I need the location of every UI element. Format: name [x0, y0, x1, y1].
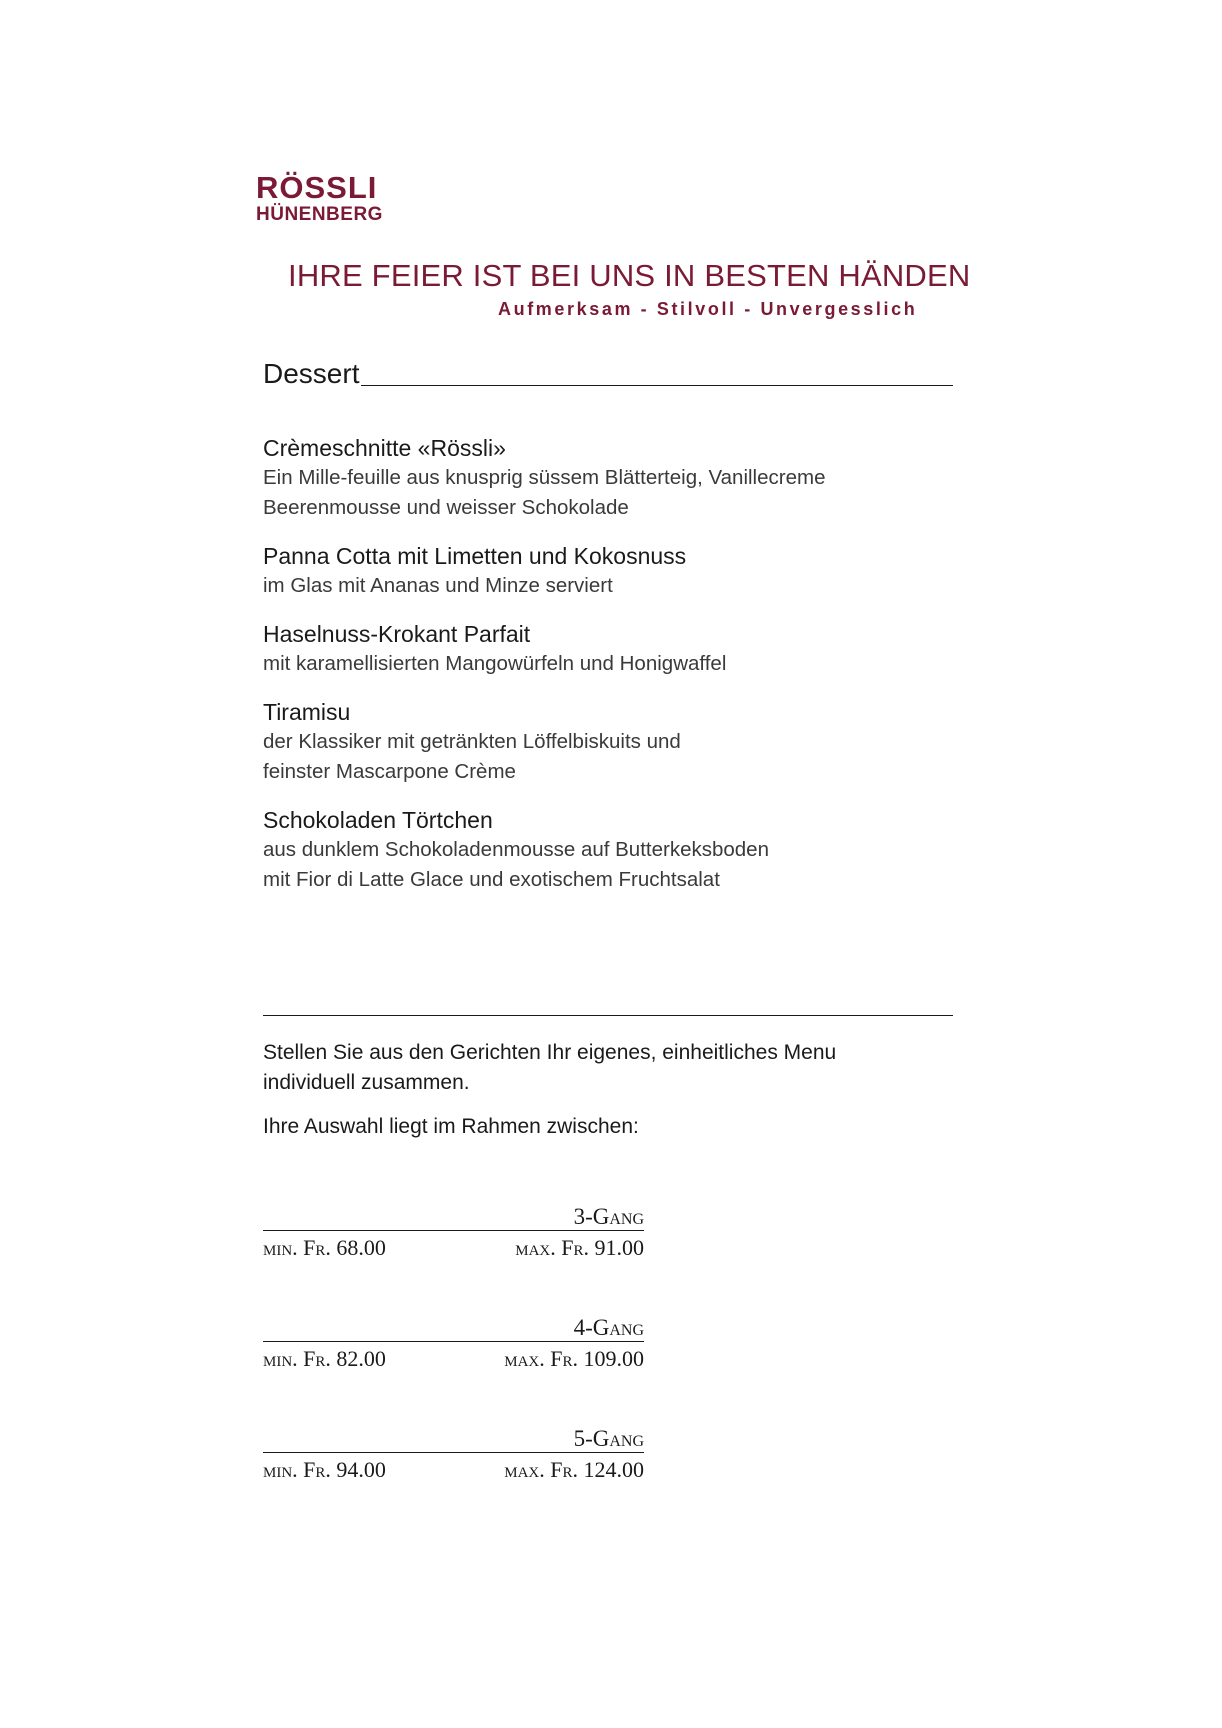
- tagline: IHRE FEIER IST BEI UNS IN BESTEN HÄNDEN: [288, 258, 971, 293]
- subline: Aufmerksam - Stilvoll - Unvergesslich: [498, 299, 918, 319]
- price-label: 4-Gang: [263, 1315, 644, 1342]
- section-title-rule: [361, 385, 953, 386]
- price-min: min. Fr. 94.00: [263, 1457, 386, 1482]
- dish-name: Panna Cotta mit Limetten und Kokosnuss: [263, 543, 687, 569]
- dish-description: mit karamellisierten Mangowürfeln und Honigwaffel: [263, 652, 727, 675]
- info-line: Stellen Sie aus den Gerichten Ihr eigenes, einheitliches Menu: [263, 1041, 837, 1064]
- price-max: max. Fr. 91.00: [515, 1235, 644, 1260]
- dish-description: feinster Mascarpone Crème: [263, 760, 516, 783]
- price-label: 5-Gang: [263, 1426, 644, 1453]
- section-title: [263, 358, 953, 390]
- dish-description: im Glas mit Ananas und Minze serviert: [263, 574, 613, 597]
- price-block-3-gang: [263, 1204, 644, 1265]
- dish-name: Schokoladen Törtchen: [263, 807, 493, 833]
- dish-item: [263, 697, 963, 787]
- dish-description: aus dunklem Schokoladenmousse auf Butterkeksboden: [263, 838, 769, 861]
- info-line: individuell zusammen.: [263, 1071, 470, 1094]
- dish-item: [263, 433, 963, 523]
- dish-item: [263, 541, 963, 601]
- price-label: 3-Gang: [263, 1204, 644, 1231]
- price-max: max. Fr. 124.00: [504, 1457, 644, 1482]
- dish-description: der Klassiker mit getränkten Löffelbiskuits und: [263, 730, 681, 753]
- price-min: min. Fr. 68.00: [263, 1235, 386, 1260]
- dish-item: [263, 805, 963, 895]
- dish-description: Beerenmousse und weisser Schokolade: [263, 496, 629, 519]
- logo-line1: RÖSSLI: [256, 170, 378, 205]
- dish-description: Ein Mille-feuille aus knusprig süssem Blätterteig, Vanillecreme: [263, 466, 826, 489]
- dish-list: [263, 433, 963, 913]
- dish-item: [263, 619, 963, 679]
- dish-name: Tiramisu: [263, 699, 351, 725]
- dish-description: mit Fior di Latte Glace und exotischem Fruchtsalat: [263, 868, 720, 891]
- info-line: Ihre Auswahl liegt im Rahmen zwischen:: [263, 1115, 639, 1138]
- price-block-5-gang: [263, 1426, 644, 1487]
- price-min: min. Fr. 82.00: [263, 1346, 386, 1371]
- price-block-4-gang: [263, 1315, 644, 1376]
- section-title-text: Dessert: [263, 358, 360, 389]
- info-text: [263, 1038, 963, 1156]
- dish-name: Haselnuss-Krokant Parfait: [263, 621, 531, 647]
- logo-line2: HÜNENBERG: [256, 204, 383, 225]
- logo: [256, 172, 383, 226]
- divider: [263, 1015, 953, 1016]
- price-max: max. Fr. 109.00: [504, 1346, 644, 1371]
- dish-name: Crèmeschnitte «Rössli»: [263, 435, 506, 461]
